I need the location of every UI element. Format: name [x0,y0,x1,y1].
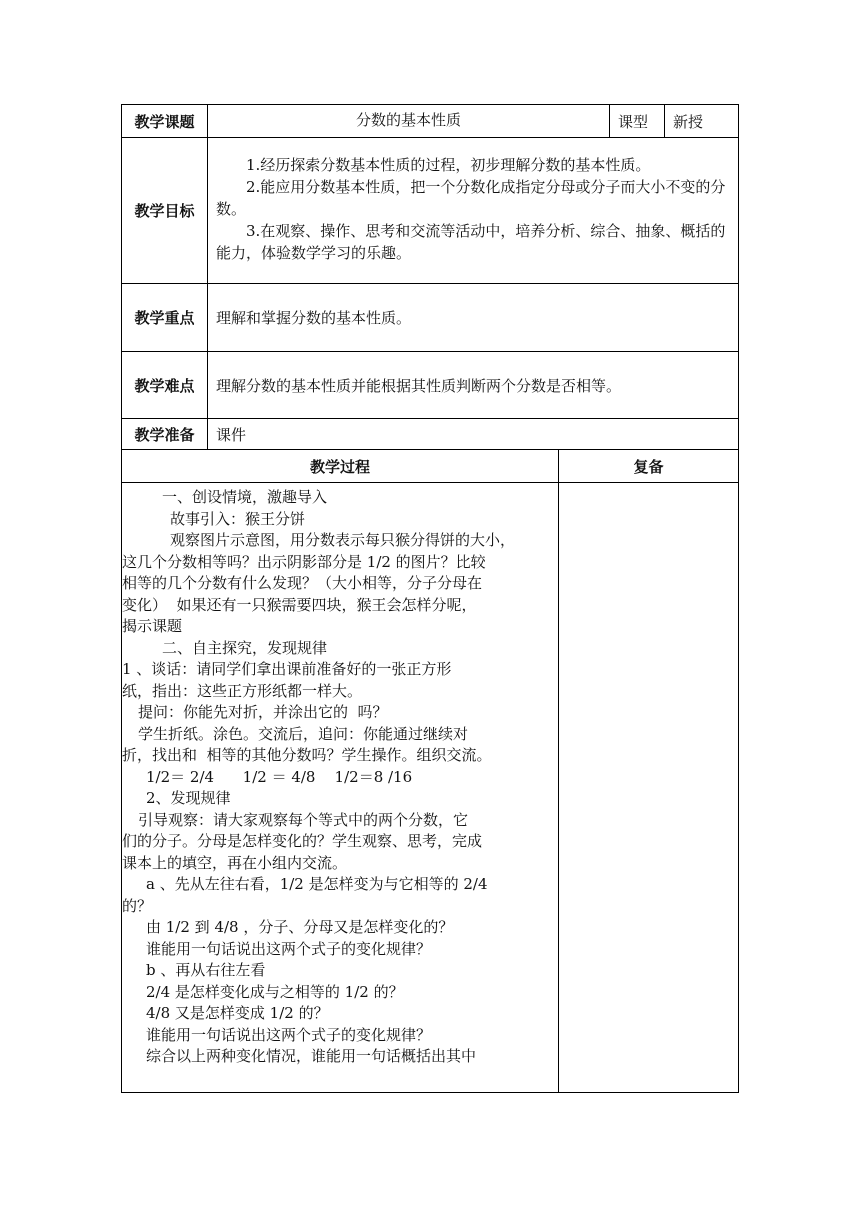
process-line: 折，找出和 相等的其他分数吗？学生操作。组织交流。 [122,746,492,764]
process-line: 提问：你能先对折，并涂出它的 吗？ [138,703,388,721]
objective-item: 1.经历探索分数基本性质的过程，初步理解分数的基本性质。 [246,156,651,174]
process-line: 这几个分数相等吗？出示阴影部分是 1/2 的图片？比较 [122,552,486,571]
review-header: 复备 [559,450,739,483]
process-line: 引导观察：请大家观察每个等式中的两个分数，它 [138,810,469,829]
process-line: 相等的几个分数有什么发现？（大小相等，分子分母在 [122,574,483,592]
objective-item: 2.能应用分数基本性质，把一个分数化成指定分母或分子而大小不变的分数。 [216,178,726,218]
process-body-row [122,483,739,1093]
process-line: 二、自主探究，发现规律 [162,638,328,657]
lesson-title: 分数的基本性质 [208,105,610,138]
objectives-row [122,138,739,284]
process-line: 们的分子。分母是怎样变化的？学生观察、思考，完成 [122,832,483,850]
process-line: 课本上的填空，再在小组内交流。 [122,853,348,872]
process-line: 1/2＝ 2/4 1/2 ＝ 4/8 1/2＝8 /16 [146,767,413,786]
prep-content: 课件 [208,419,739,450]
difficulty-label: 教学难点 [122,352,208,419]
process-line: 学生折纸。涂色。交流后，追问：你能通过继续对 [138,724,469,743]
process-line: 4/8 又是怎样变成 1/2 的？ [146,1004,329,1022]
key-content: 理解和掌握分数的基本性质。 [208,284,739,352]
difficulty-row [122,352,739,419]
process-line: 故事引入：猴王分饼 [170,509,306,528]
review-content [559,483,739,1093]
process-line: 2、发现规律 [146,789,231,807]
title-label: 教学课题 [122,105,208,138]
process-line: 观察图片示意图，用分数表示每只猴分得饼的大小， [170,531,516,549]
process-line: 1 、谈话：请同学们拿出课前准备好的一张正方形 [122,660,452,678]
process-content [122,483,559,1093]
prep-row [122,419,739,450]
type-value: 新授 [665,105,739,138]
prep-label: 教学准备 [122,419,208,450]
objectives-label: 教学目标 [122,138,208,284]
process-line: b 、再从右往左看 [146,961,266,979]
type-label: 课型 [610,105,665,138]
process-line: 一、创设情境，激趣导入 [162,488,328,506]
objective-item: 3.在观察、操作、思考和交流等活动中，培养分析、综合、抽象、概括的能力，体验数学学习的乐趣。 [216,222,726,262]
process-line: 的？ [122,896,153,915]
process-line: a 、先从左往右看，1/2 是怎样变为与它相等的 2/4 [146,875,488,893]
difficulty-content: 理解分数的基本性质并能根据其性质判断两个分数是否相等。 [208,352,739,419]
process-table [121,449,739,1093]
title-row [122,105,739,138]
process-line: 谁能用一句话说出这两个式子的变化规律？ [146,1025,432,1044]
process-line: 变化） 如果还有一只猴需要四块，猴王会怎样分呢， [122,595,477,614]
process-line: 揭示课题 [122,617,183,635]
process-lines [122,487,550,1068]
objectives-content [208,138,739,284]
process-line: 由 1/2 到 4/8 ，分子、分母又是怎样变化的？ [146,918,454,936]
process-header-row [122,450,739,483]
key-label: 教学重点 [122,284,208,352]
process-line: 纸，指出：这些正方形纸都一样大。 [122,681,363,700]
process-header: 教学过程 [122,450,559,483]
process-line: 综合以上两种变化情况，谁能用一句话概括出其中 [146,1047,477,1065]
process-line: 谁能用一句话说出这两个式子的变化规律？ [146,939,432,958]
key-row [122,284,739,352]
process-line: 2/4 是怎样变化成与之相等的 1/2 的？ [146,982,404,1001]
lesson-info-table [121,104,739,450]
